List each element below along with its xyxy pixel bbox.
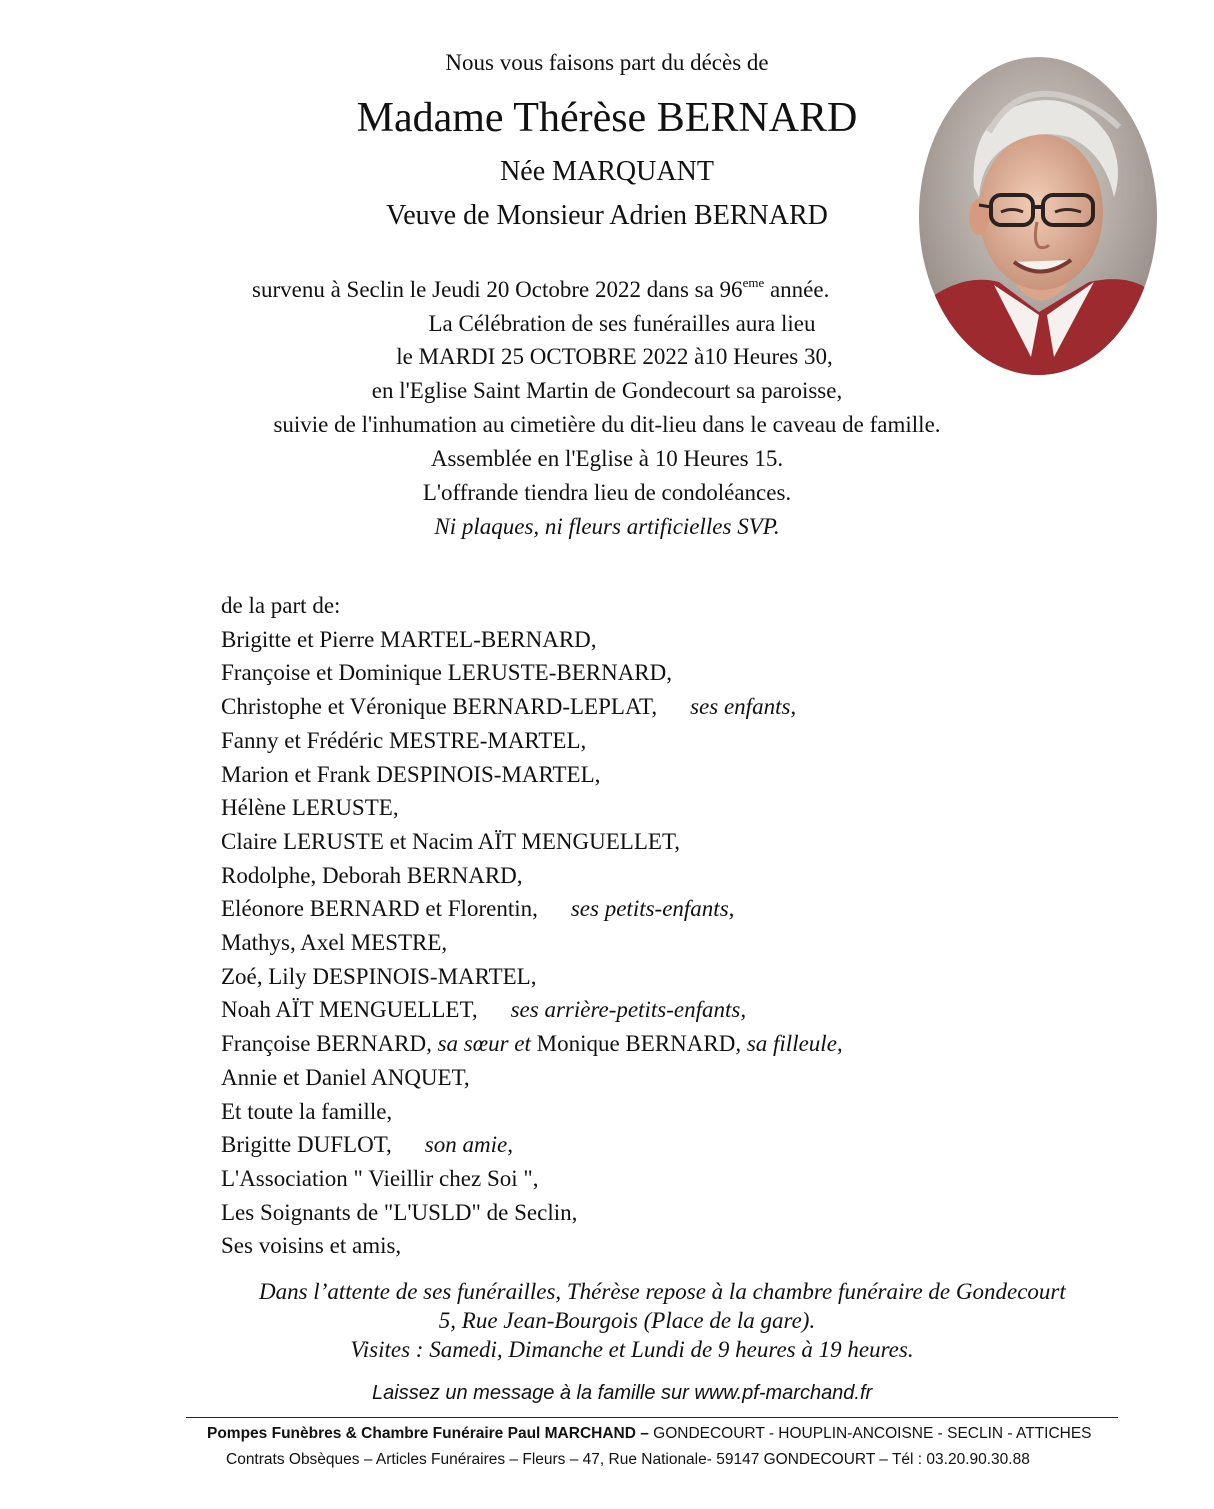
message-link-text: Laissez un message à la famille sur www.pf-marchand.fr xyxy=(372,1382,873,1404)
family-role: ses arrière-petits-enfants, xyxy=(510,997,747,1023)
visiting-hours: Visites : Samedi, Dimanche et Lundi de 9 heures à 19 heures. xyxy=(350,1337,914,1362)
family-member: L'Association " Vieillir chez Soi ", xyxy=(221,1165,539,1191)
no-flowers-line: Ni plaques, ni fleurs artificielles SVP. xyxy=(434,514,780,539)
family-member: Et toute la famille, xyxy=(221,1098,393,1124)
celebration-line: La Célébration de ses funérailles aura lieu xyxy=(428,311,816,336)
death-statement-text: survenu à Seclin le Jeudi 20 Octobre 2022 dans sa 96 xyxy=(252,277,743,302)
widow-of: Veuve de Monsieur Adrien BERNARD xyxy=(386,200,828,231)
rest-address: 5, Rue Jean-Bourgois (Place de la gare). xyxy=(438,1308,816,1333)
footer-divider xyxy=(186,1417,1118,1418)
family-member: Zoé, Lily DESPINOIS-MARTEL, xyxy=(221,963,537,989)
deceased-name: Madame Thérèse BERNARD xyxy=(356,95,858,141)
family-member: Rodolphe, Deborah BERNARD, xyxy=(221,862,523,888)
ordinal-suffix: eme xyxy=(742,275,765,290)
family-role: , sa filleule, xyxy=(735,1031,843,1057)
family-member-name: Eléonore BERNARD et Florentin, xyxy=(221,896,538,922)
burial-line: suivie de l'inhumation au cimetière du dit-lieu dans le caveau de famille. xyxy=(273,412,941,437)
family-member xyxy=(221,993,843,1027)
family-member xyxy=(221,1027,843,1061)
family-member: Hélène LERUSTE, xyxy=(221,795,399,821)
family-member: Mathys, Axel MESTRE, xyxy=(221,930,448,956)
family-list xyxy=(221,589,843,1263)
family-role: son amie, xyxy=(424,1132,513,1158)
family-role: ses enfants, xyxy=(690,694,797,720)
death-statement xyxy=(252,273,829,307)
family-member-name: Christophe et Véronique BERNARD-LEPLAT, xyxy=(221,694,658,720)
family-member: Brigitte et Pierre MARTEL-BERNARD, xyxy=(221,626,597,652)
family-member-name: Noah AÏT MENGUELLET, xyxy=(221,997,478,1023)
family-member: Fanny et Frédéric MESTRE-MARTEL, xyxy=(221,727,587,753)
footer-services-line: Contrats Obsèques – Articles Funéraires – Fleurs – 47, Rue Nationale- 59147 GONDECOURT – Tél : 03.20.90.30.88 xyxy=(226,1451,1030,1468)
family-member: Ses voisins et amis, xyxy=(221,1233,402,1259)
family-member: Françoise et Dominique LERUSTE-BERNARD, xyxy=(221,660,673,686)
rest-location: Dans l’attente de ses funérailles, Thérèse repose à la chambre funéraire de Gondecourt xyxy=(259,1279,1066,1304)
funeral-date: le MARDI 25 OCTOBRE 2022 à10 Heures 30, xyxy=(396,344,833,369)
family-member: Marion et Frank DESPINOIS-MARTEL, xyxy=(221,761,601,787)
death-statement-end: année. xyxy=(764,277,830,302)
family-member: Annie et Daniel ANQUET, xyxy=(221,1064,470,1090)
family-member-name: Brigitte DUFLOT, xyxy=(221,1132,392,1158)
family-member: Les Soignants de "L'USLD" de Seclin, xyxy=(221,1199,578,1225)
company-towns: GONDECOURT - HOUPLIN-ANCOISNE - SECLIN - ATTICHES xyxy=(648,1425,1092,1442)
offering-line: L'offrande tiendra lieu de condoléances. xyxy=(422,480,792,505)
family-member-name: Françoise BERNARD xyxy=(221,1031,427,1057)
family-role: , sa sœur et xyxy=(426,1031,537,1057)
family-member xyxy=(221,1128,843,1162)
footer-company-line xyxy=(207,1425,1092,1443)
intro-text: Nous vous faisons part du décès de xyxy=(445,50,769,75)
family-role: ses petits-enfants, xyxy=(570,896,735,922)
church-line: en l'Eglise Saint Martin de Gondecourt sa paroisse, xyxy=(371,378,843,403)
maiden-name: Née MARQUANT xyxy=(500,156,714,187)
family-intro: de la part de: xyxy=(221,593,341,618)
family-member-name: Monique BERNARD xyxy=(536,1031,736,1057)
assembly-line: Assemblée en l'Eglise à 10 Heures 15. xyxy=(430,446,784,471)
company-name: Pompes Funèbres & Chambre Funéraire Paul MARCHAND – xyxy=(207,1425,649,1442)
family-member xyxy=(221,690,843,724)
family-member xyxy=(221,892,843,926)
family-member: Claire LERUSTE et Nacim AÏT MENGUELLET, xyxy=(221,828,681,854)
